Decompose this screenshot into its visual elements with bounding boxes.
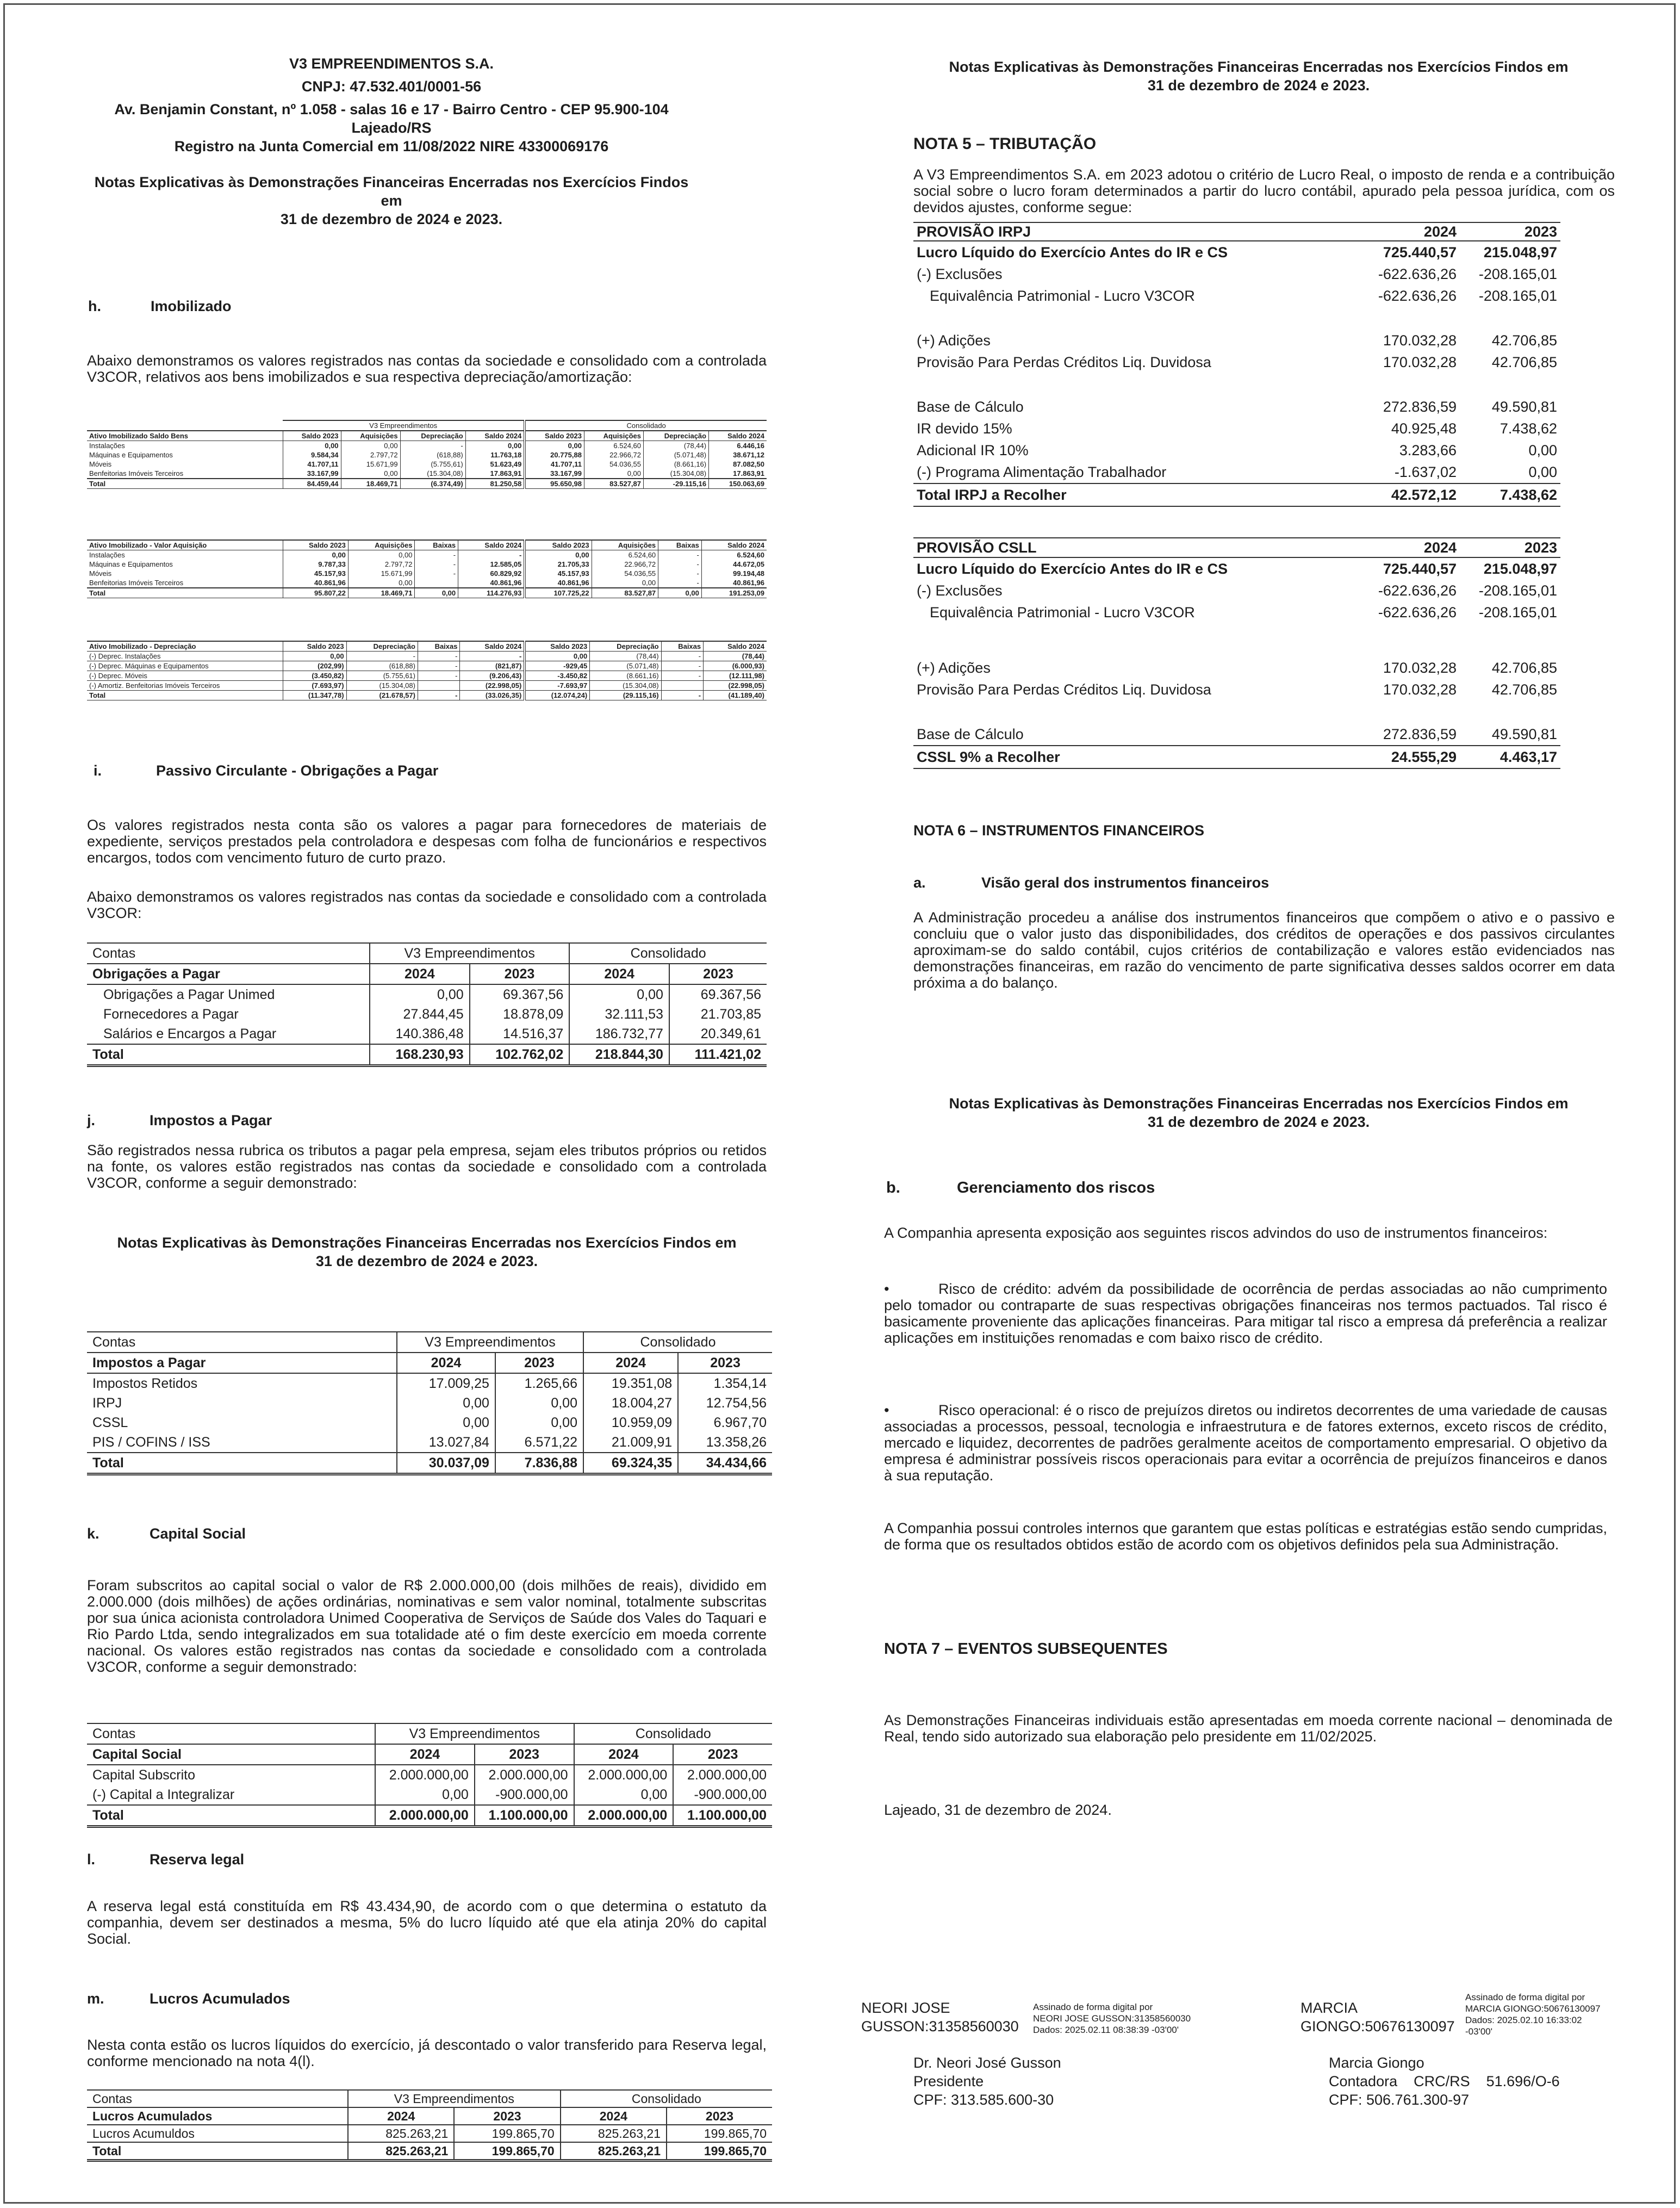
table-total-row: Total 168.230,93 102.762,02 218.844,30 111.421,02 [87, 1044, 767, 1066]
signature-gusson: NEORI JOSE GUSSON:31358560030 [861, 2000, 1019, 2035]
nota5-text: A V3 Empreendimentos S.A. em 2023 adotou o critério de Lucro Real, o imposto de renda e a contribuição social sobre o lucro foram determinados a partir do lucro contábil, apurado pela pessoa jurídica, com os devidos ajustes, conforme segue: [913, 166, 1615, 215]
section-k-text: Foram subscritos ao capital social o valor de R$ 2.000.000,00 (dois milhões de reais), dividido em 2.000.000 (dois milhões) de ações ordinárias, nominativas e sem valor nominal, totalmente subscritas por sua única acionista controladora Unimed Cooperativa de Serviços de Saúde dos Vales do Taquari e Rio Pardo Ltda, sendo integralizados em sua totalidade até o fim deste exercício em moeda corrente nacional. Os valores estão registrados nas contas da sociedade e consolidado com a controlada V3COR, conforme a seguir demonstrado: [87, 1577, 767, 1675]
company-city: Lajeado/RS [351, 120, 432, 136]
bullet-icon: • [884, 1402, 889, 1418]
table-row: Benfeitorias Imóveis Terceiros 40.861,96 0,00 40.861,96 40.861,96 0,00 - 40.861,96 [87, 578, 767, 588]
table-row: Salários e Encargos a Pagar 140.386,48 14.516,37 186.732,77 20.349,61 [87, 1024, 767, 1044]
table-row: Equivalência Patrimonial - Lucro V3COR -622.636,26 -208.165,01 [930, 604, 1557, 621]
section-m-heading: m. Lucros Acumulados [87, 1990, 290, 2007]
company-cnpj: CNPJ: 47.532.401/0001-56 [301, 78, 482, 95]
table-total-row: Total 30.037,09 7.836,88 69.324,35 34.434,66 [87, 1453, 772, 1474]
table-row: Máquinas e Equipamentos 9.787,33 2.797,72 - 12.585,05 21.705,33 22.966,72 - 44.672,05 [87, 560, 767, 569]
table-header-row: PROVISÃO CSLL 2024 2023 [913, 538, 1560, 557]
right-notes-title: Notas Explicativas às Demonstrações Financeiras Encerradas nos Exercícios Findos em 31 de dezembro de 2024 e 2023. [949, 59, 1569, 94]
section-j-heading: j. Impostos a Pagar [87, 1112, 272, 1128]
section-i-heading: i. Passivo Circulante - Obrigações a Pagar [94, 762, 439, 779]
section-h-heading [88, 298, 232, 315]
nota6-a-heading: a. Visão geral dos instrumentos financeiros [913, 874, 1270, 891]
section-k-heading: k. Capital Social [87, 1525, 246, 1542]
table-row: Provisão Para Perdas Créditos Liq. Duvidosa 170.032,28 42.706,85 [917, 354, 1557, 370]
table-row: (-) Capital a Integralizar 0,00 -900.000,00 0,00 -900.000,00 [87, 1785, 772, 1805]
risk-credit: • Risco de crédito: advém da possibilidade de ocorrência de perdas associadas ao não cumprimento pelo tomador ou contraparte de suas respectivas obrigações financeiras nos termos pactuados. Tal risco é basicamente proveniente das aplicações financeiras. Para mitigar tal risco a empresa dá preferência a realizar aplicações em instituições renomadas e com baixo risco de crédito. [884, 1281, 1607, 1346]
obrigacoes-table: Contas V3 Empreendimentos Consolidado Obrigações a Pagar 2024 2023 2024 2023 Obrigações a Pagar Unimed 0,00 69.367,56 0,00 69.367,56 Fornecedores a Pagar 27.844,45 18.878,09 32.111,53 21.703,85 Salários e Encargos a Pagar 140.386,48 14.516,37 186.732,77 20.349,61 Total 168.230,93 102.762,02 218.844,30 111.421,02 [87, 942, 767, 1067]
signature-giongo-digital: Assinado de forma digital por MARCIA GIONGO:50676130097 Dados: 2025.02.10 16:33:02 -03'00' [1465, 1992, 1601, 2037]
signer-gusson: Dr. Neori José Gusson Presidente CPF: 313.585.600-30 [913, 2055, 1061, 2108]
section-h-text: Abaixo demonstramos os valores registrados nas contas da sociedade e consolidado com a controlada V3COR, relativos aos bens imobilizados e sua respectiva depreciação/amortização: [87, 352, 767, 385]
table-row: Adicional IR 10% 3.283,66 0,00 [917, 442, 1557, 458]
table-row: Móveis 45.157,93 15.671,99 - 60.829,92 45.157,93 54.036,55 - 99.194,48 [87, 569, 767, 578]
bullet-icon: • [884, 1281, 889, 1297]
table-row: Móveis 41.707,11 15.671,99 (5.755,61) 51.623,49 41.707,11 54.036,55 (8.661,16) 87.082,50 [87, 460, 767, 469]
col-header: Depreciação [400, 431, 465, 441]
section-letter: h. [88, 298, 101, 314]
table-row: Instalações 0,00 0,00 - 0,00 0,00 6.524,60 (78,44) 6.446,16 [87, 441, 767, 451]
table-row: Fornecedores a Pagar 27.844,45 18.878,09 32.111,53 21.703,85 [87, 1004, 767, 1024]
signer-giongo: Marcia Giongo Contadora CRC/RS 51.696/O-6 CPF: 506.761.300-97 [1329, 2055, 1560, 2108]
table-row: IRPJ 0,00 0,00 18.004,27 12.754,56 [87, 1393, 772, 1413]
table-row: (-) Programa Alimentação Trabalhador -1.637,02 0,00 [917, 464, 1557, 480]
capital-table: Contas V3 Empreendimentos Consolidado Capital Social 2024 2023 2024 2023 Capital Subscrito 2.000.000,00 2.000.000,00 2.000.000,00 2.000.000,00 (-) Capital a Integralizar 0,00 -900.000,00 0,00 -900.000,00 Total 2.000.000,00 1.100.000,00 2.000.000,00 1.100.000,00 [87, 1723, 772, 1828]
table-row: Capital Subscrito 2.000.000,00 2.000.000,00 2.000.000,00 2.000.000,00 [87, 1765, 772, 1785]
table-row: (-) Exclusões -622.636,26 -208.165,01 [917, 582, 1557, 599]
signature-gusson-digital: Assinado de forma digital por NEORI JOSE GUSSON:31358560030 Dados: 2025.02.11 08:38:39 -03'00' [1033, 2002, 1191, 2035]
table-total-row: Total 2.000.000,00 1.100.000,00 2.000.000,00 1.100.000,00 [87, 1805, 772, 1827]
nota6-a-text: A Administração procedeu a análise dos instrumentos financeiros que compõem o ativo e o passivo e concluiu que o valor justo das disponibilidades, dos créditos de operações e dos passivos circulantes aproximam-se do saldo contábil, cujos critérios de contabilização e valores estão evidenciados nas demonstrações financeiras, em razão do vencimento de parte significativa desses saldos ocorrer em data próxima a do balanço. [913, 909, 1615, 991]
section-i-text1: Os valores registrados nesta conta são os valores a pagar para fornecedores de materiais de expediente, serviços prestados pela controladora e despesas com folha de funcionários e respectivos encargos, todos com vencimento futuro de curto prazo. [87, 817, 767, 866]
nota7-text: As Demonstrações Financeiras individuais estão apresentadas em moeda corrente nacional – denominada de Real, tendo sido autorizado sua elaboração pelo presidente em 11/02/2025. [884, 1712, 1613, 1745]
company-name: V3 EMPREENDIMENTOS S.A. [289, 55, 494, 72]
table-row: Obrigações a Pagar Unimed 0,00 69.367,56 0,00 69.367,56 [87, 984, 767, 1004]
table-total-row: Total 825.263,21 199.865,70 825.263,21 199.865,70 [87, 2142, 772, 2161]
table-row: Benfeitorias Imóveis Terceiros 33.167,99 0,00 (15.304,08) 17.863,91 33.167,99 0,00 (15.304,08) 17.863,91 [87, 469, 767, 479]
table-row: PIS / COFINS / ISS 13.027,84 6.571,22 21.009,91 13.358,26 [87, 1432, 772, 1453]
col-header: Ativo Imobilizado Saldo Bens [87, 431, 283, 441]
table-total-row: Total (11.347,78) (21.678,57) - (33.026,35) (12.074,24) (29.115,16) - (41.189,40) [87, 691, 767, 700]
section-l-heading: l. Reserva legal [87, 1851, 245, 1868]
table-row: Instalações 0,00 0,00 - - 0,00 6.524,60 - 6.524,60 [87, 550, 767, 560]
risk-intro: A Companhia apresenta exposição aos seguintes riscos advindos do uso de instrumentos financeiros: [884, 1225, 1548, 1241]
section-m-text: Nesta conta estão os lucros líquidos do exercício, já descontado o valor transferido para Reserva legal, conforme mencionado na nota 4(l). [87, 2037, 767, 2069]
col-header: Depreciação [644, 431, 709, 441]
risk-closing: A Companhia possui controles internos que garantem que estas políticas e estratégias estão sendo cumpridas, de forma que os resultados obtidos estão de acordo com os objetivos definidos pela sua Administração. [884, 1520, 1607, 1553]
signature-giongo: MARCIA GIONGO:50676130097 [1301, 2000, 1455, 2035]
table-row: (-) Deprec. Instalações 0,00 - - - 0,00 (78,44) - (78,44) [87, 652, 767, 661]
group-consolidado: Consolidado [525, 420, 767, 431]
left-header [87, 54, 696, 228]
table-row: (-) Exclusões -622.636,26 -208.165,01 [917, 266, 1557, 282]
col-header: Saldo 2023 [525, 431, 584, 441]
table-total-row: Total IRPJ a Recolher 42.572,12 7.438,62 [913, 483, 1560, 506]
notes-title-repeat: Notas Explicativas às Demonstrações Financeiras Encerradas nos Exercícios Findos em 31 de dezembro de 2024 e 2023. [117, 1235, 737, 1269]
imobilizado-saldo-table [87, 420, 767, 489]
company-registro: Registro na Junta Comercial em 11/08/2022 NIRE 43300069176 [174, 138, 609, 154]
group-v3: V3 Empreendimentos [283, 420, 525, 431]
table-header-row: Ativo Imobilizado - Valor Aquisição Saldo 2023 Aquisições Baixas Saldo 2024 Saldo 2023 Aquisições Baixas Saldo 2024 [87, 540, 767, 550]
table-row: Máquinas e Equipamentos 9.584,34 2.797,72 (618,88) 11.763,18 20.775,88 22.966,72 (5.071,48) 38.671,12 [87, 450, 767, 460]
table-header-row: PROVISÃO IRPJ 2024 2023 [913, 222, 1560, 241]
provisao-csll-table [913, 537, 1560, 769]
table-row: (-) Deprec. Móveis (3.450,82) (5.755,61) - (9.206,43) -3.450,82 (8.661,16) - (12.111,98) [87, 671, 767, 681]
table-row: IR devido 15% 40.925,48 7.438,62 [917, 420, 1557, 437]
col-header: Aquisições [584, 431, 643, 441]
table-total-row: Total 84.459,44 18.469,71 (6.374,49) 81.250,58 95.650,98 83.527,87 -29.115,16 150.063,69 [87, 479, 767, 489]
table-row: Lucro Líquido do Exercício Antes do IR e CS 725.440,57 215.048,97 [917, 244, 1557, 261]
notes-title-line1: Notas Explicativas às Demonstrações Financeiras Encerradas nos Exercícios Findos em [94, 174, 689, 209]
table-row: CSSL 0,00 0,00 10.959,09 6.967,70 [87, 1413, 772, 1432]
section-l-text: A reserva legal está constituída em R$ 43.434,90, de acordo com o que determina o estatuto da companhia, devem ser destinados a mesma, 5% do lucro líquido até que ela atinja 20% do capital Social. [87, 1898, 767, 1947]
table-row: Base de Cálculo 272.836,59 49.590,81 [917, 726, 1557, 742]
table-total-row: Total 95.807,22 18.469,71 0,00 114.276,93 107.725,22 83.527,87 0,00 191.253,09 [87, 588, 767, 598]
section-j-text: São registrados nessa rubrica os tributos a pagar pela empresa, sejam eles tributos próprios ou retidos na fonte, os valores estão registrados nas contas da sociedade e consolidado com a controlada V3COR, conforme a seguir demonstrado: [87, 1142, 767, 1191]
table-row: Equivalência Patrimonial - Lucro V3COR -622.636,26 -208.165,01 [930, 288, 1557, 304]
section-title: Imobilizado [151, 298, 232, 314]
section-i-text2: Abaixo demonstramos os valores registrados nas contas da sociedade e consolidado com a controlada V3COR: [87, 889, 767, 921]
nota6-b-heading: b. Gerenciamento dos riscos [886, 1179, 1155, 1196]
col-header: Aquisições [341, 431, 400, 441]
nota7-title: NOTA 7 – EVENTOS SUBSEQUENTES [884, 1640, 1168, 1658]
imobilizado-aquisicao-table [87, 539, 767, 598]
table-row: Lucros Acumuldos 825.263,21 199.865,70 825.263,21 199.865,70 [87, 2125, 772, 2142]
table-row: (+) Adições 170.032,28 42.706,85 [917, 660, 1557, 676]
right-notes-title-2: Notas Explicativas às Demonstrações Financeiras Encerradas nos Exercícios Findos em 31 de dezembro de 2024 e 2023. [949, 1095, 1569, 1130]
impostos-table: Contas V3 Empreendimentos Consolidado Impostos a Pagar 2024 2023 2024 2023 Impostos Retidos 17.009,25 1.265,66 19.351,08 1.354,14 IRPJ 0,00 0,00 18.004,27 12.754,56 CSSL 0,00 0,00 10.959,09 6.967,70 PIS / COFINS / ISS 13.027,84 6.571,22 21.009,91 13.358,26 Total 30.037,09 7.836,88 69.324,35 34.434,66 [87, 1331, 772, 1475]
table-row: (-) Amortiz. Benfeitorias Imóveis Terceiros (7.693,97) (15.304,08) (22.998,05) -7.693,97 (15.304,08) (22.998,05) [87, 681, 767, 691]
table-row: Provisão Para Perdas Créditos Liq. Duvidosa 170.032,28 42.706,85 [917, 681, 1557, 698]
col-header: Saldo 2024 [709, 431, 767, 441]
imobilizado-depreciacao-table [87, 641, 767, 700]
notes-title-line2: 31 de dezembro de 2024 e 2023. [280, 211, 503, 227]
risk-operational: • Risco operacional: é o risco de prejuízos diretos ou indiretos decorrentes de uma variedade de causas associadas a processos, pessoal, tecnologia e infraestrutura e de fatores externos, exceto riscos de crédito, mercado e liquidez, decorrentes de padrões geralmente aceitos de comportamento empresarial. O objetivo da empresa é administrar possíveis riscos operacionais para evitar a ocorrência de prejuízos financeiros e danos à sua reputação. [884, 1402, 1607, 1484]
company-address: Av. Benjamin Constant, nº 1.058 - salas 16 e 17 - Bairro Centro - CEP 95.900-104 [114, 101, 669, 117]
table-row: (+) Adições 170.032,28 42.706,85 [917, 332, 1557, 349]
lucros-table: Contas V3 Empreendimentos Consolidado Lucros Acumulados 2024 2023 2024 2023 Lucros Acumuldos 825.263,21 199.865,70 825.263,21 199.865,70 Total 825.263,21 199.865,70 825.263,21 199.865,70 [87, 2089, 772, 2162]
table-row: Lucro Líquido do Exercício Antes do IR e CS 725.440,57 215.048,97 [917, 561, 1557, 577]
nota6-title: NOTA 6 – INSTRUMENTOS FINANCEIROS [913, 822, 1205, 839]
place-date: Lajeado, 31 de dezembro de 2024. [884, 1802, 1112, 1818]
nota5-title: NOTA 5 – TRIBUTAÇÃO [913, 135, 1097, 153]
col-header: Saldo 2023 [283, 431, 341, 441]
table-header-row [87, 431, 767, 441]
provisao-irpj-table [913, 222, 1560, 507]
table-total-row: CSSL 9% a Recolher 24.555,29 4.463,17 [913, 746, 1560, 768]
table-row: Impostos Retidos 17.009,25 1.265,66 19.351,08 1.354,14 [87, 1373, 772, 1393]
table-row: Base de Cálculo 272.836,59 49.590,81 [917, 399, 1557, 415]
table-row: (-) Deprec. Máquinas e Equipamentos (202,99) (618,88) - (821,87) -929,45 (5.071,48) - (6.000,93) [87, 661, 767, 671]
col-header: Saldo 2024 [465, 431, 525, 441]
table-header-row: Ativo Imobilizado - Depreciação Saldo 2023 Depreciação Baixas Saldo 2024 Saldo 2023 Depreciação Baixas Saldo 2024 [87, 641, 767, 652]
